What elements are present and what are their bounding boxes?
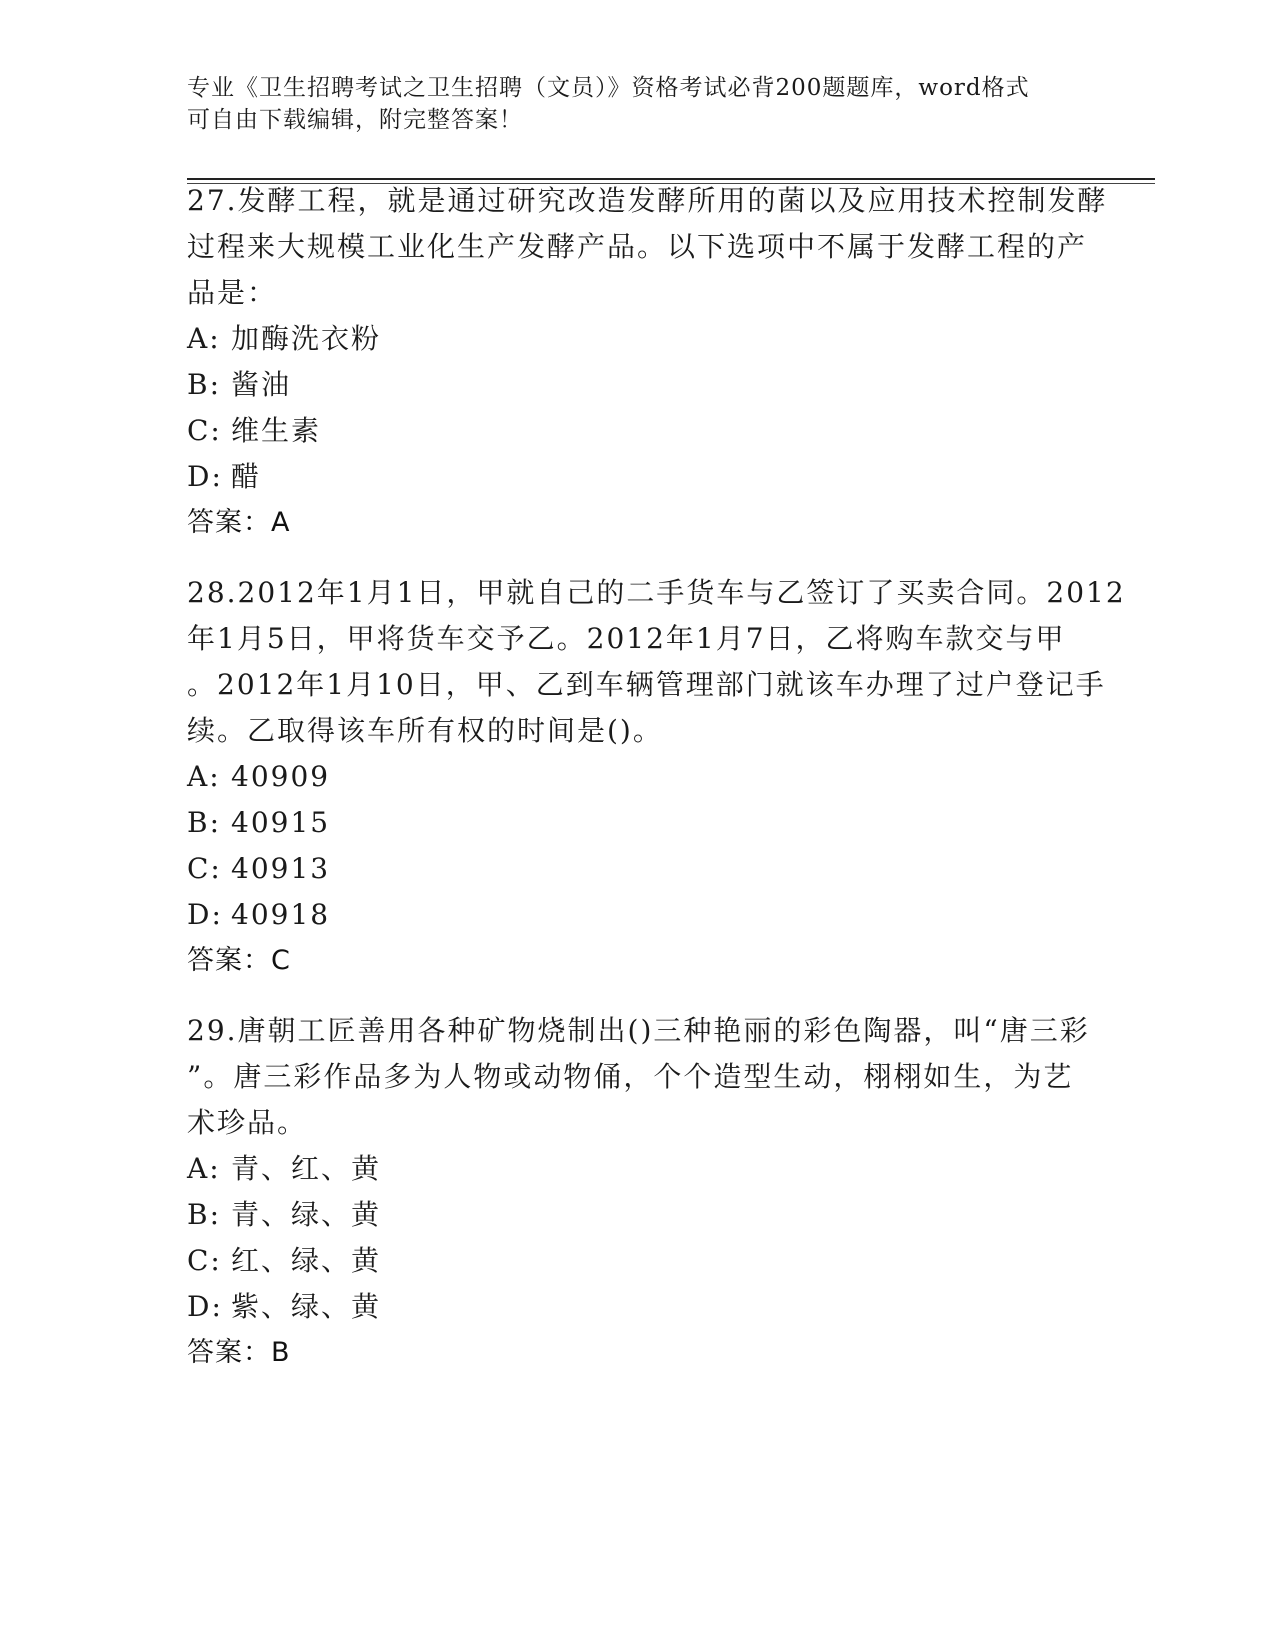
question-text-line: 年1月5日，甲将货车交予乙。2012年1月7日，乙将购车款交与甲 — [187, 622, 1066, 655]
option-text: 醋 — [231, 460, 262, 493]
option-key: C: — [187, 852, 222, 885]
option-d — [187, 892, 1087, 938]
question-text-line: 。2012年1月10日，甲、乙到车辆管理部门就该车办理了过户登记手 — [187, 668, 1106, 701]
option-key: A: — [187, 322, 221, 355]
question-text-line: 续。乙取得该车所有权的时间是()。 — [187, 714, 663, 747]
question-text-line: 术珍品。 — [187, 1106, 308, 1139]
option-c — [187, 846, 1087, 892]
question-27 — [187, 178, 1108, 546]
question-text-line: 品是： — [187, 276, 278, 309]
document-header — [187, 72, 1067, 136]
option-text: 40913 — [231, 852, 331, 885]
option-a — [187, 754, 1087, 800]
question-29 — [187, 1008, 1090, 1376]
option-d — [187, 454, 1087, 500]
option-c — [187, 1238, 1087, 1284]
question-text-line: 28.2012年1月1日，甲就自己的二手货车与乙签订了买卖合同。2012 — [187, 576, 1126, 609]
option-key: B: — [187, 1198, 222, 1231]
option-key: B: — [187, 806, 222, 839]
option-key: A: — [187, 1152, 221, 1185]
option-text: 维生素 — [231, 414, 322, 447]
answer-line: 答案：A — [187, 507, 291, 538]
option-a — [187, 316, 1087, 362]
option-key: A: — [187, 760, 221, 793]
option-c — [187, 408, 1087, 454]
option-key: C: — [187, 414, 222, 447]
option-text: 加酶洗衣粉 — [231, 322, 382, 355]
option-text: 酱油 — [231, 368, 292, 401]
question-text-line: 29.唐朝工匠善用各种矿物烧制出()三种艳丽的彩色陶器，叫“唐三彩 — [187, 1014, 1090, 1047]
header-title-line: 专业《卫生招聘考试之卫生招聘（文员）》资格考试必背200题题库，word格式 — [187, 75, 1030, 101]
question-text-line: 27.发酵工程，就是通过研究改造发酵所用的菌以及应用技术控制发酵 — [187, 184, 1108, 217]
option-b — [187, 362, 1087, 408]
option-key: D: — [187, 1290, 223, 1323]
option-b — [187, 800, 1087, 846]
question-text-line: 过程来大规模工业化生产发酵产品。以下选项中不属于发酵工程的产 — [187, 230, 1088, 263]
option-key: C: — [187, 1244, 222, 1277]
question-28 — [187, 570, 1126, 984]
option-key: D: — [187, 460, 223, 493]
header-subtitle-line: 可自由下载编辑，附完整答案！ — [187, 107, 523, 133]
option-text: 青、红、黄 — [231, 1152, 382, 1185]
option-a — [187, 1146, 1087, 1192]
option-text: 40915 — [231, 806, 331, 839]
option-b — [187, 1192, 1087, 1238]
option-key: D: — [187, 898, 223, 931]
answer-line: 答案：C — [187, 945, 291, 976]
option-text: 40909 — [231, 760, 331, 793]
option-text: 紫、绿、黄 — [231, 1290, 382, 1323]
option-d — [187, 1284, 1087, 1330]
option-text: 40918 — [231, 898, 331, 931]
question-text-line: ”。唐三彩作品多为人物或动物俑，个个造型生动，栩栩如生，为艺 — [187, 1060, 1074, 1093]
option-text: 青、绿、黄 — [231, 1198, 382, 1231]
answer-line: 答案：B — [187, 1337, 291, 1368]
option-text: 红、绿、黄 — [231, 1244, 382, 1277]
option-key: B: — [187, 368, 222, 401]
